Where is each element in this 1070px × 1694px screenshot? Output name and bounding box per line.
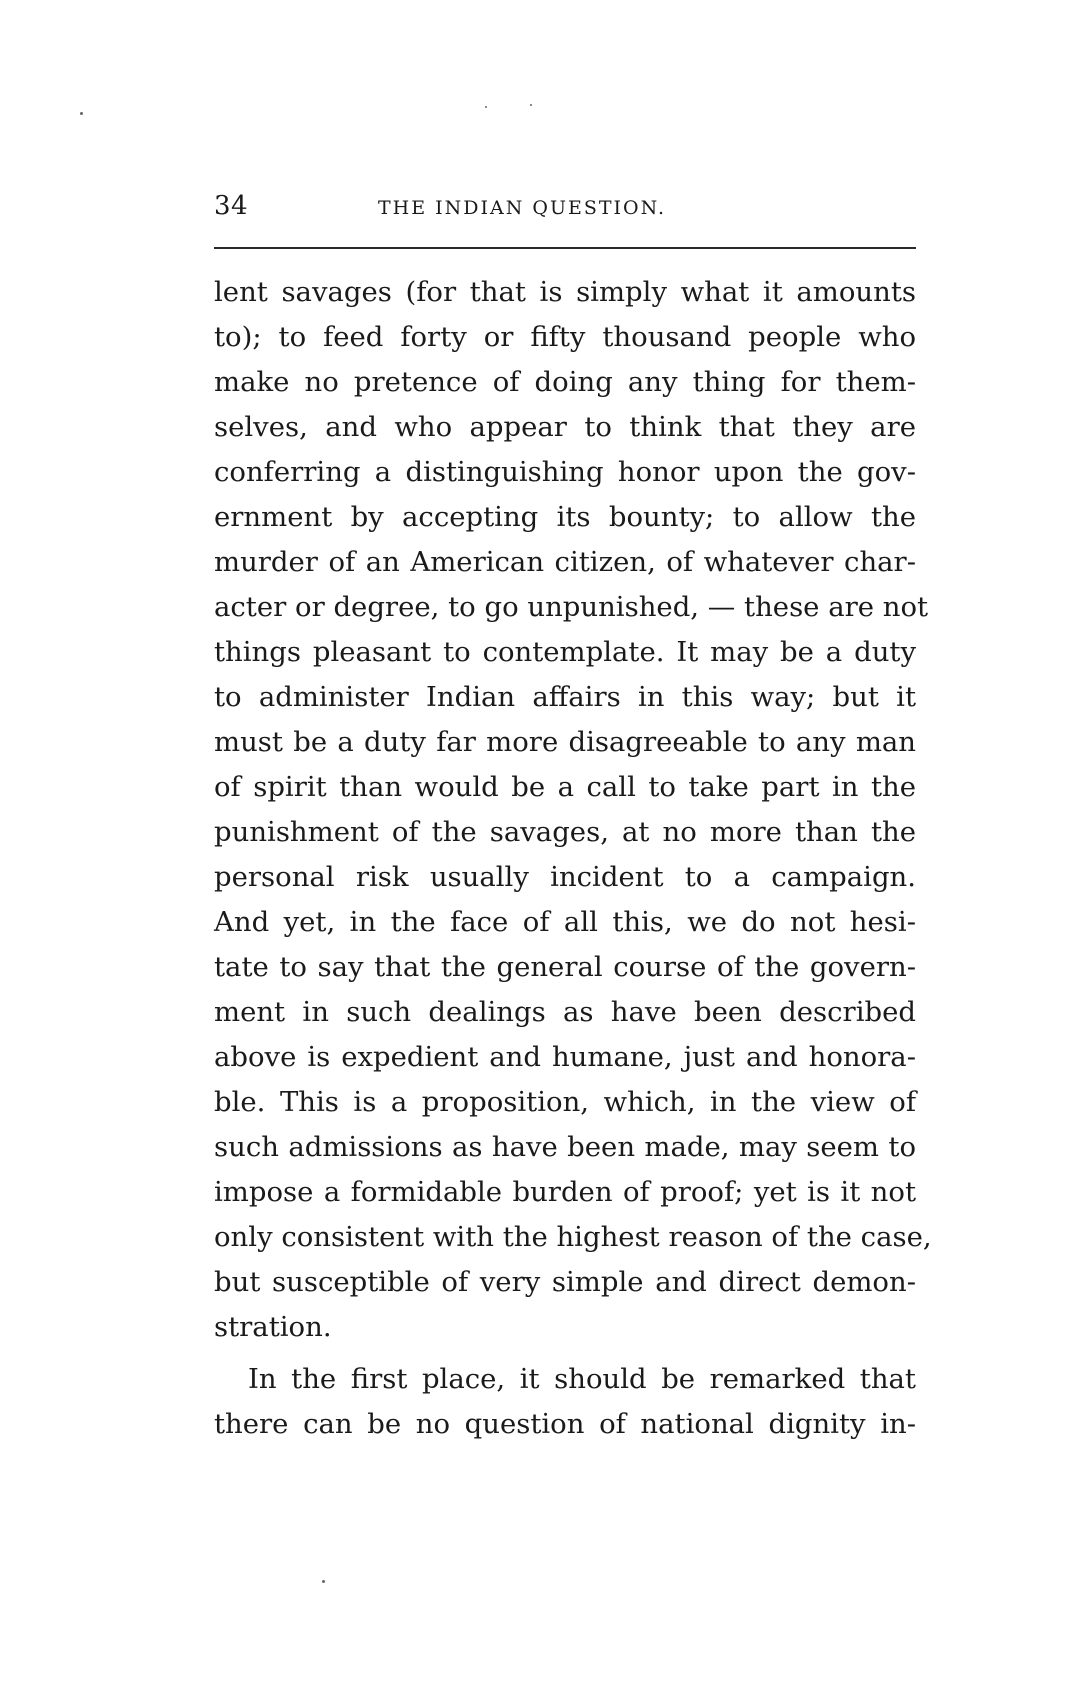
text-line: only consistent with the highest reason of the case, xyxy=(214,1221,932,1253)
paragraph xyxy=(214,270,932,1350)
text-line: but susceptible of very simple and direct demon- xyxy=(214,1266,916,1298)
text-line: such admissions as have been made, may seem to xyxy=(214,1131,916,1163)
text-line: there can be no question of national dignity in- xyxy=(214,1408,916,1440)
text-line: impose a formidable burden of proof; yet is it not xyxy=(214,1176,916,1208)
text-line: murder of an American citizen, of whatever char- xyxy=(214,546,916,578)
text-line: tate to say that the general course of the govern- xyxy=(214,951,916,983)
running-head: THE INDIAN QUESTION. xyxy=(378,197,667,219)
text-line: to administer Indian affairs in this way; but it xyxy=(214,681,916,713)
text-line: make no pretence of doing any thing for them- xyxy=(214,366,916,398)
text-line: conferring a distinguishing honor upon the gov- xyxy=(214,456,916,488)
text-line: to); to feed forty or fifty thousand people who xyxy=(214,321,916,353)
text-line: ernment by accepting its bounty; to allow the xyxy=(214,501,916,533)
text-line: lent savages (for that is simply what it amounts xyxy=(214,276,916,308)
text-line: stration. xyxy=(214,1311,332,1343)
text-line: ble. This is a proposition, which, in the view of xyxy=(214,1086,916,1118)
page-header xyxy=(214,186,916,226)
body-text xyxy=(214,270,932,1447)
paragraph xyxy=(214,1357,916,1447)
page-number: 34 xyxy=(214,191,249,221)
paragraph-gap xyxy=(214,1350,916,1357)
text-line: personal risk usually incident to a campaign. xyxy=(214,861,916,893)
text-line: In the first place, it should be remarked that xyxy=(248,1363,916,1395)
scan-speck xyxy=(80,112,83,115)
scan-speck xyxy=(485,106,487,108)
text-line: above is expedient and humane, just and honora- xyxy=(214,1041,916,1073)
text-line: of spirit than would be a call to take part in the xyxy=(214,771,916,803)
text-line: things pleasant to contemplate. It may be a duty xyxy=(214,636,916,668)
text-line: selves, and who appear to think that they are xyxy=(214,411,916,443)
text-line: punishment of the savages, at no more than the xyxy=(214,816,916,848)
text-line: And yet, in the face of all this, we do not hesi- xyxy=(214,906,916,938)
header-rule xyxy=(214,247,916,249)
scan-speck xyxy=(530,104,532,106)
text-line: ment in such dealings as have been described xyxy=(214,996,916,1028)
scan-speck xyxy=(322,1580,325,1583)
text-line: acter or degree, to go unpunished, — these are not xyxy=(214,591,929,623)
text-line: must be a duty far more disagreeable to any man xyxy=(214,726,916,758)
